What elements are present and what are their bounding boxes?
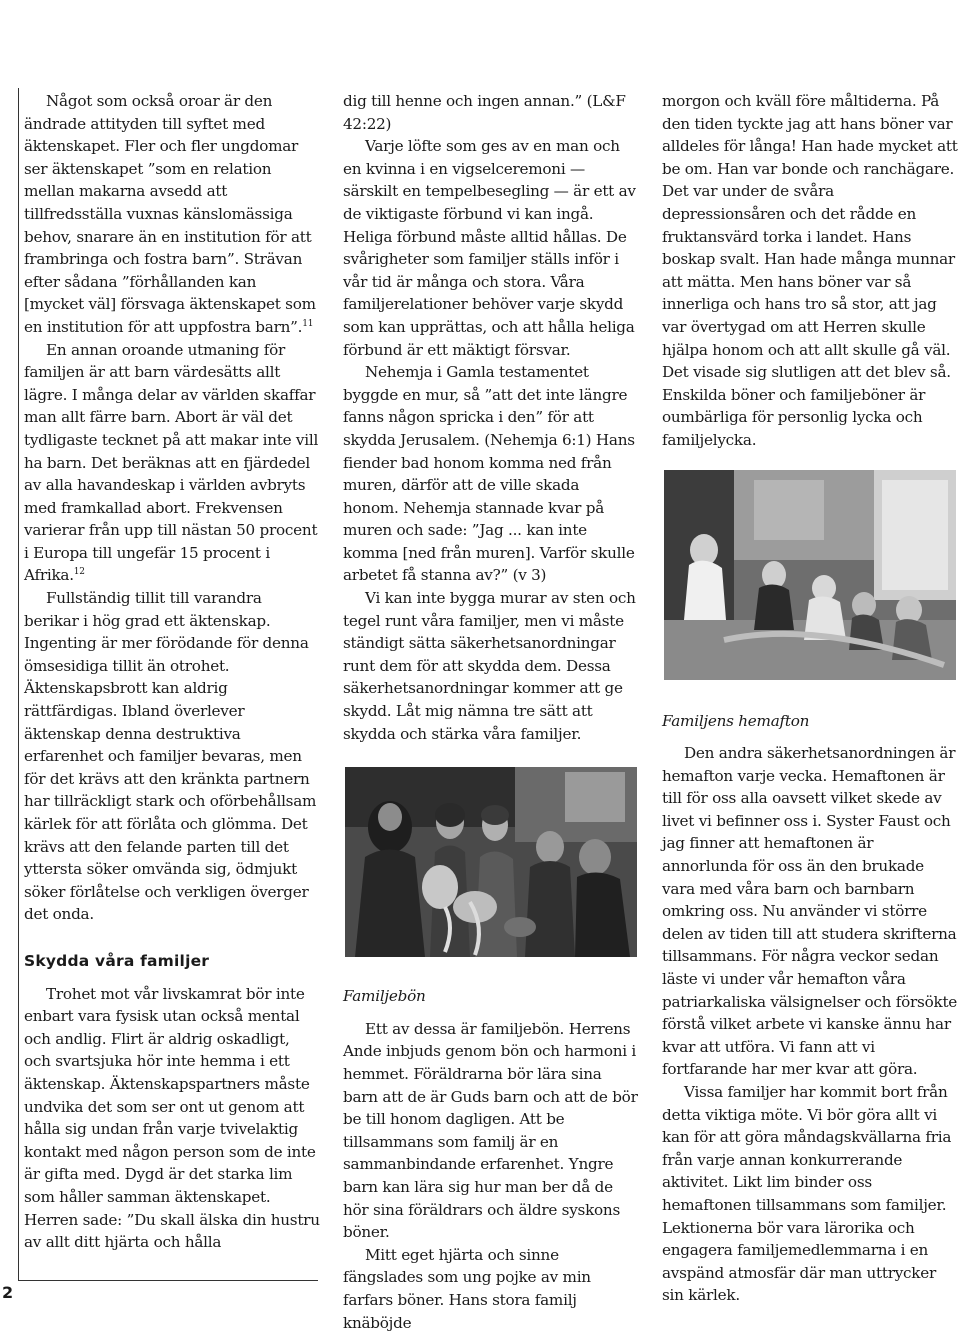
- left-margin-rule: [18, 88, 19, 1281]
- family-prayer-photo: [345, 767, 637, 957]
- paragraph-covenants: Varje löfte som ges av en man och en kvinna i en vigselceremoni — särskilt en tempelbesegling — är ett av de viktigaste förbund vi kan ingå. Heliga förbund måste alltid hållas. De svårigheter som familjer ställs inför i vår tid är många och stora. Våra familjerelationer behöver varje skydd som kan upprättas, och att hålla heliga förbund är ett mäktigt försvar.: [343, 137, 636, 359]
- section-heading-protect-families: Skydda våra familjer: [24, 951, 210, 970]
- paragraph-trust: Fullständig tillit till varandra berikar i hög grad ett äktenskap. Ingenting är mer förödande för denna ömsesidiga tillit än otrohet. Äktenskapsbrott kan aldrig rättfärdigas. Ibland överlever äktenskap denna destruktiva erfarenhet och familjer bevaras, men för det krävs att den kränkta partnern har tillräckligt stark och oförbehållsam kärlek för att förlåta och glömma. Det krävs att den felande parten till det yttersta söker omvända sig, ödmjukt söker förlåtelse och verkligen överger det onda.: [24, 589, 317, 924]
- paragraph-grandfather-continued: morgon och kväll före måltiderna. På den tiden tyckte jag att hans böner var alldeles för långa! Han hade mycket att be om. Han var bonde och ranchägare. Det var under de svåra depressionsåren och det rådde en fruktansvärd torka i landet. Hans boskap svalt. Han hade många munnar att mätta. Men hans böner var så innerliga och hans tro så stor, att jag var övertygad om att Herren skulle hjälpa honom och att allt skulle gå väl. Det visade sig slutligen att det blev så. Enskilda böner och familjeböner är oumbärliga för personlig lycka och familjelycka.: [662, 92, 958, 449]
- footnote-ref-12: 12: [73, 567, 85, 578]
- family-circle-photo-graphic: [345, 767, 637, 957]
- paragraph-attitude-text: Något som också oroar är den ändrade attityden till syftet med äktenskapet. Fler och fler ungdomar ser äktenskapet ”som en relation mellan makarna avsedd att tillfredsställa vuxnas känslomässiga behov, snarare än en institution för att frambringa och fostra barn”. Strävan efter sådana ”förhållanden kan [mycket väl] försvaga äktenskapet som en institution för att uppfostra barn”.: [24, 92, 316, 336]
- section-heading-family-prayer: Familjebön: [343, 987, 426, 1006]
- column-1: [24, 90, 320, 1254]
- paragraph-home-evening: Den andra säkerhetsanordningen är hemafton varje vecka. Hemaftonen är till för oss alla oavsett vilket skede av livet vi befinner oss i. Syster Faust och jag finner att hemaftonen är annorlunda för oss än den brukade vara med våra barn och barnbarn omkring oss. Nu använder vi större delen av tiden till att studera skrifterna tillsammans. För några veckor sedan läste vi under vår hemafton våra patriarkaliska välsignelser och försökte förstå vilket arbete vi kanske ännu har kvar att utföra. Vi fann att vi fortfarande har mer kvar att göra.: [662, 744, 958, 1079]
- page-number: 2: [2, 1283, 14, 1302]
- column-2: [343, 90, 639, 1334]
- bottom-rule: [18, 1280, 318, 1281]
- paragraph-nehemiah: Nehemja i Gamla testamentet byggde en mur, så ”att det inte längre fanns någon spricka i den” för att skydda Jerusalem. (Nehemja 6:1) Hans fiender bad honom komma ned från muren, därför att de ville skada honom. Nehemja stannade kvar på muren och sade: ”Jag ... kan inte komma [ned från muren]. Varför skulle arbetet få stanna av?” (v 3): [343, 363, 635, 585]
- footnote-ref-11: 11: [302, 318, 314, 329]
- paragraph-children-valued: [24, 339, 320, 588]
- paragraph-fidelity: Trohet mot vår livskamrat bör inte enbart vara fysisk utan också mental och andlig. Flirt är aldrig oskadligt, och svartsjuka hör inte hemma i ett äktenskap. Äktenskapspartners måste undvika det som ser ont ut genom att hålla sig undan från varje tvivelaktig kontakt med någon person som de inte är gifta med. Dygd är det starka lim som håller samman äktenskapet. Herren sade: ”Du skall älska din hustru av allt ditt hjärta och hålla: [24, 984, 320, 1252]
- paragraph-children-text: En annan oroande utmaning för familjen är att barn värdesätts allt lägre. I många delar av världen skaffar man allt färre barn. Abort är väl det tydligaste tecknet på att makar inte vill ha barn. Det beräknas att en fjärdedel av alla havandeskap i världen avbryts med framkallad abort. Frekvensen varierar från upp till nästan 50 procent i Europa till ungefär 15 procent i Afrika.: [24, 340, 319, 585]
- home-evening-photo-graphic: [664, 470, 956, 680]
- paragraph-family-prayer: Ett av dessa är familjebön. Herrens Ande inbjuds genom bön och harmoni i hemmet. Föräldrarna bör lära sina barn att de är Guds barn och att de bör be till honom dagligen. Att be tillsammans som familj är en sammanbindande erfarenhet. Yngre barn kan lära sig hur man ber då de hör sina föräldrars och äldre syskons böner.: [343, 1019, 638, 1242]
- paragraph-some-families: Vissa familjer har kommit bort från detta viktiga möte. Vi bör göra allt vi kan för att göra måndagskvällarna fria från varje annan konkurrerande aktivitet. Likt lim binder oss hemaftonen tillsammans som familjer. Lektionerna bör vara lärorika och engagera familjemedlemmarna i en avspänd atmosfär där man uttrycker sin kärlek.: [662, 1083, 952, 1305]
- family-home-evening-photo: [664, 470, 956, 680]
- paragraph-safeguards: Vi kan inte bygga murar av sten och tegel runt våra familjer, men vi måste ständigt sätta säkerhetsanordningar runt dem för att skydda dem. Dessa säkerhetsanordningar kommer att ge skydd. Låt mig nämna tre sätt att skydda och stärka våra familjer.: [343, 589, 636, 743]
- paragraph-attitude: [24, 90, 320, 339]
- section-heading-home-evening: Familjens hemafton: [662, 711, 810, 730]
- paragraph-continuation: dig till henne och ingen annan.” (L&F 42:22): [343, 92, 626, 133]
- column-3: [662, 90, 958, 1307]
- paragraph-grandfather: Mitt eget hjärta och sinne fängslades som ung pojke av min farfars böner. Hans stora familj knäböjde: [343, 1245, 591, 1332]
